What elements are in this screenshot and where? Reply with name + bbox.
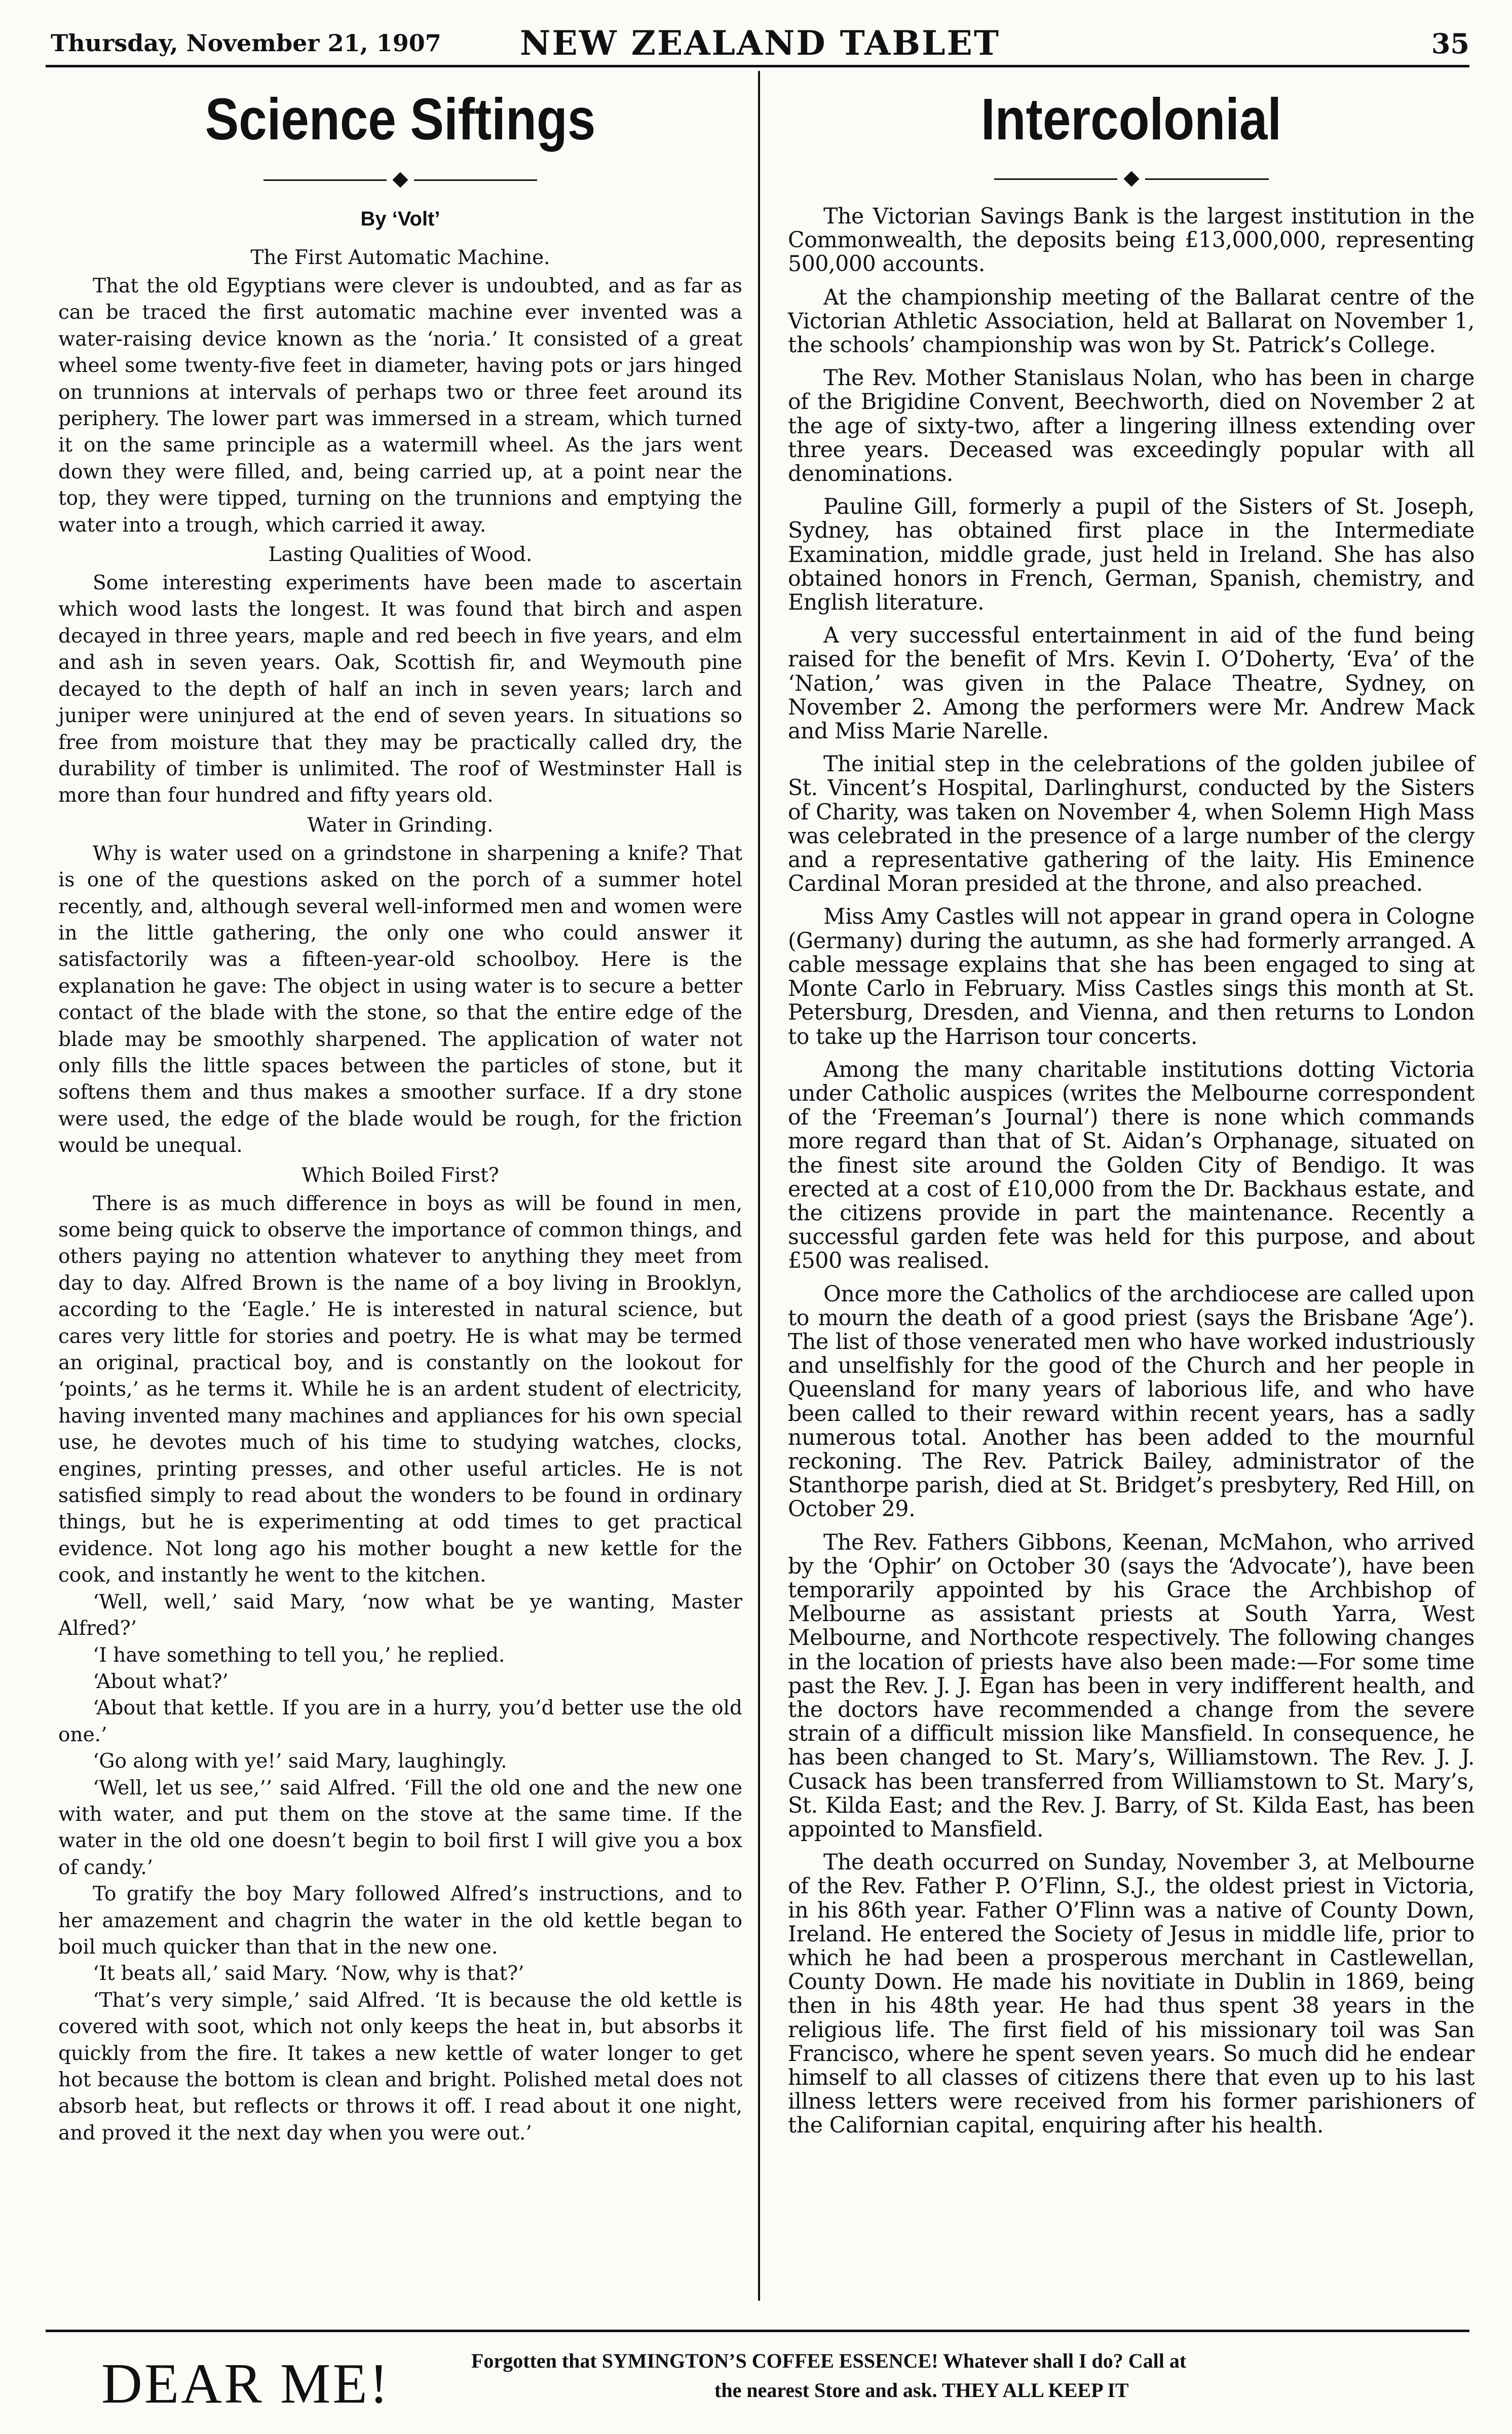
column-title: Intercolonial bbox=[980, 86, 1282, 152]
issue-date: Thursday, November 21, 1907 bbox=[51, 29, 441, 57]
advertisement bbox=[101, 2341, 1469, 2422]
column-divider bbox=[758, 71, 760, 2301]
paragraph: ‘About that kettle. If you are in a hurry, you’d better use the old one.’ bbox=[58, 1697, 742, 1746]
section-heading: The First Automatic Machine. bbox=[250, 246, 550, 269]
paragraph: ‘That’s very simple,’ said Alfred. ‘It is because the old kettle is covered with soot, which not only keeps the heat in, but absorbs it quickly from the fire. It takes a new kettle of water longer to get hot because the bottom is clean and bright. Polished metal does not absorb heat, but reflects or throws it off. I read about it one night, and proved it the next day when you were out.’ bbox=[58, 1989, 742, 2145]
page-number: 35 bbox=[1431, 27, 1469, 60]
news-item: The Rev. Mother Stanislaus Nolan, who has been in charge of the Brigidine Convent, Beechworth, died on November 2 at the age of sixty-two, after a lingering illness extending over three years. Deceased was exceedingly popular with all denominations. bbox=[788, 365, 1475, 487]
news-item: Pauline Gill, formerly a pupil of the Sisters of St. Joseph, Sydney, has obtained first place in the Intermediate Examination, middle grade, just held in Ireland. She has also obtained honors in French, German, Spanish, chemistry, and English literature. bbox=[788, 494, 1475, 616]
news-item: The Rev. Fathers Gibbons, Keenan, McMahon, who arrived by the ‘Ophir’ on October 30 (says the ‘Advocate’), have been temporarily appointed by his Grace the Archbishop of Melbourne as assistant priests at South Yarra, West Melbourne, and Northcote respectively. The following changes in the location of priests have also been made:—For some time past the Rev. J. J. Egan has been in very indifferent health, and the doctors have recommended a change from the severe strain of a difficult mission like Mansfield. In consequence, he has been changed to St. Mary’s, Williamstown. The Rev. J. J. Cusack has been transferred from Williamstown to St. Mary’s, St. Kilda East; and the Rev. J. Barry, of St. Kilda East, has been appointed to Mansfield. bbox=[788, 1529, 1475, 1842]
news-item: Miss Amy Castles will not appear in grand opera in Cologne (Germany) during the autumn, as she had formerly arranged. A cable message explains that she has been engaged to sing at Monte Carlo in February. Miss Castles sings this month at St. Petersburg, Dresden, and Vienna, and then returns to London to take up the Harrison tour concerts. bbox=[788, 904, 1475, 1050]
news-item: Once more the Catholics of the archdiocese are called upon to mourn the death of a good priest (says the Brisbane ‘Age’). The list of those venerated men who have worked industriously and unselfishly for the good of the Church and her people in Queensland for many years of laborious life, and who have been called to their reward within recent years, has a sadly numerous total. Another has been added to the mournful reckoning. The Rev. Patrick Bailey, administrator of the Stanthorpe parish, died at St. Bridget’s presbytery, Red Hill, on October 29. bbox=[788, 1281, 1475, 1522]
news-item: The death occurred on Sunday, November 3, at Melbourne of the Rev. Father P. O’Flinn, S.J., the oldest priest in Victoria, in his 86th year. Father O’Flinn was a native of County Down, Ireland. He entered the Society of Jesus in middle life, prior to which he had been a prosperous merchant in Castlewellan, County Down. He made his novitiate in Dublin in 1869, being then in his 48th year. He had thus spent 38 years in the religious life. The first field of his missionary toil was San Francisco, where he spent seven years. So much did he endear himself to all classes of citizens there that even up to his last illness letters were received from his former parishioners of the Californian capital, enquiring after his health. bbox=[788, 1850, 1475, 2139]
news-item: Among the many charitable institutions dotting Victoria under Catholic auspices (writes the Melbourne correspondent of the ‘Freeman’s Journal’) there is none which commands more regard than that of St. Aidan’s Orphanage, situated on the finest site around the Golden City of Bendigo. It was erected at a cost of £10,000 from the Dr. Backhaus estate, and the citizens provide in part the maintenance. Recently a successful garden fete was held for this purpose, and about £500 was realised. bbox=[788, 1057, 1475, 1274]
masthead-rule bbox=[46, 65, 1469, 67]
paragraph: ‘Well, let us see,’’ said Alfred. ‘Fill the old one and the new one with water, and put them on the stove at the same time. If the water in the old one doesn’t begin to boil first I will give you a box of candy.’ bbox=[58, 1776, 742, 1879]
paragraph: ‘I have something to tell you,’ he replied. bbox=[93, 1643, 505, 1667]
masthead bbox=[51, 20, 1469, 66]
paragraph: That the old Egyptians were clever is undoubted, and as far as can be traced the first automatic machine ever invented was a water-raising device known as the ‘noria.’ It consisted of a great wheel some twenty-five feet in diameter, having pots or jars hinged on trunnions at intervals of perhaps two or three feet around its periphery. The lower part was immersed in a stream, which turned it on the same principle as a watermill wheel. As the jars went down they were filled, and, being carried up, at a point near the top, they were tipped, turning on the trunnions and emptying the water into a trough, which carried it away. bbox=[58, 275, 742, 537]
news-item: At the championship meeting of the Ballarat centre of the Victorian Athletic Association, held at Ballarat on November 1, the schools’ championship was won by St. Patrick’s College. bbox=[788, 284, 1475, 358]
title-ornament bbox=[788, 171, 1475, 186]
news-item: The initial step in the celebrations of the golden jubilee of St. Vincent’s Hospital, Darlinghurst, conducted by the Sisters of Charity, was taken on November 4, when Solemn High Mass was celebrated in the presence of a large number of the clergy and a representative gathering of the laity. His Eminence Cardinal Moran presided at the throne, and also preached. bbox=[788, 752, 1475, 897]
paragraph: To gratify the boy Mary followed Alfred’s instructions, and to her amazement and chagrin the water in the old kettle began to boil much quicker than that in the new one. bbox=[58, 1883, 742, 1959]
section-heading: Lasting Qualities of Wood. bbox=[268, 543, 533, 567]
advert-rule bbox=[46, 2330, 1469, 2332]
section-heading: Which Boiled First? bbox=[301, 1164, 499, 1187]
paragraph: There is as much difference in boys as will be found in men, some being quick to observe the importance of common things, and others paying no attention whatever to anything they meet from day to day. Alfred Brown is the name of a boy living in Brooklyn, according to the ‘Eagle.’ He is interested in natural science, but cares very little for stories and poetry. He is what may be termed an original, practical boy, and is constantly on the lookout for ‘points,’ as he terms it. While he is an ardent student of electricity, having invented many machines and appliances for his own special use, he devotes much of his time to studying watches, clocks, engines, printing presses, and other useful articles. He is not satisfied simply to read about the wonders to be found in ordinary things, but he is experimenting at odd times to get practical evidence. Not long ago his mother bought a new kettle for the cook, and instantly he went to the kitchen. bbox=[58, 1192, 742, 1587]
advert-line: Forgotten that SYMINGTON’S COFFEE ESSENCE! Whatever shall I do? Call at bbox=[471, 2349, 1187, 2372]
science-siftings-column bbox=[58, 81, 742, 2147]
paragraph: Why is water used on a grindstone in sharpening a knife? That is one of the questions asked on the porch of a summer hotel recently, and, although several well-informed men and women were in the little gathering, the only one who could answer it satisfactorily was a fifteen-year-old schoolboy. Here is the explanation he gave: The object in using water is to secure a better contact of the blade with the stone, so that the entire edge of the blade may be smoothly sharpened. The application of water not only fills the little spaces between the particles of stone, but it softens them and thus makes a smoother surface. If a dry stone were used, the edge of the blade would be rough, for the friction would be unequal. bbox=[58, 842, 742, 1157]
intercolonial-column bbox=[788, 81, 1475, 2147]
news-item: The Victorian Savings Bank is the largest institution in the Commonwealth, the deposits being £13,000,000, representing 500,000 accounts. bbox=[788, 204, 1475, 277]
advert-line: the nearest Store and ask. THEY ALL KEEP IT bbox=[714, 2379, 1129, 2402]
paragraph: ‘Well, well,’ said Mary, ‘now what be ye wanting, Master Alfred?’ bbox=[58, 1590, 742, 1640]
section-heading: Water in Grinding. bbox=[307, 813, 494, 837]
newspaper-title: NEW ZEALAND TABLET bbox=[520, 23, 1000, 63]
paragraph: ‘Go along with ye!’ said Mary, laughingly. bbox=[93, 1750, 507, 1773]
news-item: A very successful entertainment in aid of the fund being raised for the benefit of Mrs. Kevin I. O’Doherty, ‘Eva’ of the ‘Nation,’ was given in the Palace Theatre, Sydney, on November 2. Among the performers were Mr. Andrew Mack and Miss Marie Narelle. bbox=[788, 623, 1475, 744]
title-ornament bbox=[58, 172, 742, 188]
paragraph: ‘About what?’ bbox=[93, 1670, 229, 1693]
paragraph: ‘It beats all,’ said Mary. ‘Now, why is that?’ bbox=[93, 1962, 524, 1986]
advert-text bbox=[471, 2346, 1434, 2405]
advert-headline: DEAR ME! bbox=[101, 2352, 391, 2415]
paragraph: Some interesting experiments have been made to ascertain which wood lasts the longest. It was found that birch and aspen decayed in three years, maple and red beech in five years, and elm and ash in seven years. Oak, Scottish fir, and Weymouth pine decayed to the depth of half an inch in seven years; larch and juniper were uninjured at the end of seven years. In situations so free from moisture that they may be practically called dry, the durability of timber is unlimited. The roof of Westminster Hall is more than four hundred and fifty years old. bbox=[58, 572, 742, 807]
column-title: Science Siftings bbox=[205, 86, 596, 152]
byline: By ‘Volt’ bbox=[360, 208, 440, 230]
